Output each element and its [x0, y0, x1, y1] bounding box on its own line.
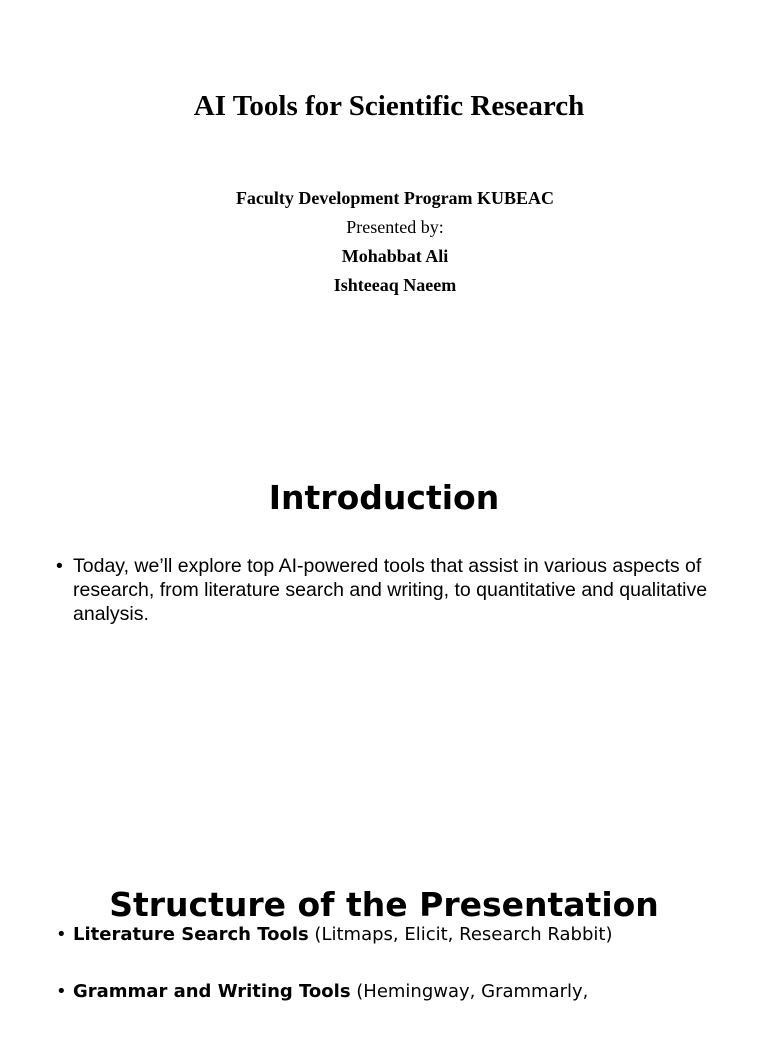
- presented-by-label: Presented by:: [346, 217, 444, 237]
- title-slide: [0, 0, 768, 384]
- structure-slide: [0, 768, 768, 1024]
- bullet-list: [56, 924, 724, 1038]
- bullet-icon: •: [56, 555, 63, 577]
- list-item: [56, 981, 724, 1003]
- bullet-heading: Literature Search Tools: [73, 924, 309, 945]
- bullet-heading: Grammar and Writing Tools: [73, 981, 351, 1002]
- bullet-icon: •: [56, 924, 67, 945]
- presentation-title: AI Tools for Scientific Research: [193, 90, 585, 122]
- program-name: Faculty Development Program KUBEAC: [235, 188, 555, 208]
- slide-heading: Structure of the Presentation: [109, 885, 659, 924]
- subtitle-block: [0, 184, 768, 300]
- slide-heading: Introduction: [268, 478, 500, 517]
- list-item: [56, 924, 724, 946]
- bullet-text: (Hemingway, Grammarly,: [350, 981, 589, 1002]
- bullet-text: (Litmaps, Elicit, Research Rabbit): [308, 924, 613, 945]
- presenter-name: Ishteeaq Naeem: [333, 275, 457, 295]
- presenter-name: Mohabbat Ali: [341, 246, 449, 266]
- bullet-text: Today, we’ll explore top AI-powered tools that assist in various aspects of research, from literature search and writing, to quantitative and qualitative analysis.: [73, 555, 708, 625]
- bullet-icon: •: [56, 981, 67, 1002]
- bullet-list: [56, 554, 724, 626]
- introduction-slide: [0, 384, 768, 768]
- list-item: [56, 554, 724, 626]
